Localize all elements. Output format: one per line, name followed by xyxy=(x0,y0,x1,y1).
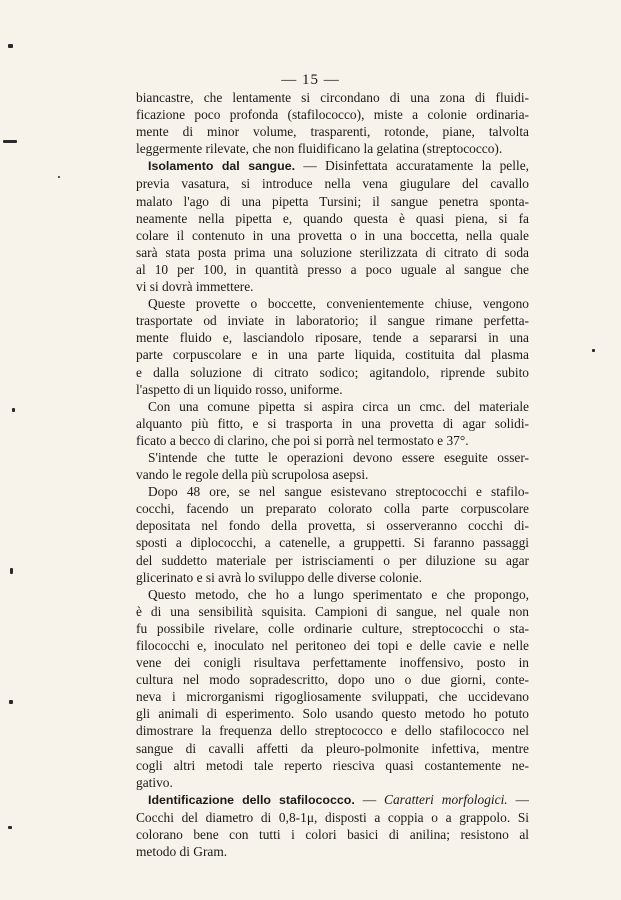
text-line: ficazione poco profonda (stafilococco), miste a colonie ordinaria- xyxy=(136,107,529,123)
text-line: è di una sensibilità squisita. Campioni di sangue, nel quale non xyxy=(136,603,529,619)
paragraph xyxy=(136,295,529,398)
paragraph xyxy=(136,89,529,157)
text-line: metodo di Gram. xyxy=(136,844,228,860)
text-line: al 10 per 100, in quantità presso a poco uguale al sangue che xyxy=(136,261,529,277)
text-line: Questo metodo, che ho a lungo sperimentato e che propongo, xyxy=(148,586,529,602)
scan-speck xyxy=(12,408,15,412)
text-line: biancastre, che lentamente si circondano di una zona di fluidi- xyxy=(136,90,529,105)
text-line: alquanto più fitto, e si trasporta in una provetta di agar solidi- xyxy=(136,415,529,431)
paragraph xyxy=(136,483,529,586)
scan-speck xyxy=(10,568,13,574)
text-line: glicerinato e si avrà lo sviluppo delle diverse colonie. xyxy=(136,569,422,585)
text-line: neamente nella pipetta e, quando questa è quasi piena, si fa xyxy=(136,210,529,226)
text-line: previa vasatura, si introduce nella vena giugulare del cavallo xyxy=(136,176,529,192)
text-line: colorano bene con tutti i colori basici di anilina; resistono al xyxy=(136,827,529,843)
text-line: colare il contenuto in una provetta o in una boccetta, nella quale xyxy=(136,227,529,243)
text-line: mente fluido e, lasciandolo riposare, tende a separarsi in una xyxy=(136,330,529,346)
scan-speck xyxy=(8,44,13,48)
text-line: Cocchi del diametro di 0,8-1μ, disposti a coppia o a grappolo. Si xyxy=(136,809,529,825)
subheading: Caratteri morfologici. xyxy=(384,791,508,807)
text-line: sposti a diplococchi, a catenelle, a gruppetti. Si faranno passaggi xyxy=(136,535,529,551)
scan-speck xyxy=(3,140,17,143)
text-line: Queste provette o boccette, convenientemente chiuse, vengono xyxy=(148,296,529,312)
section-heading: Identificazione dello stafilococco. xyxy=(148,792,355,807)
text-line: dimostrare la frequenza dello streptococco e dello stafilococco nel xyxy=(136,723,529,739)
text-line: vene dei conigli risultava perfettamente inoffensivo, posto in xyxy=(136,655,529,671)
text-line: fu possibile rivelare, colle ordinarie culture, streptococchi o sta- xyxy=(136,620,529,636)
section-heading: Isolamento dal sangue. xyxy=(148,159,296,174)
text-line: filococchi e, inoculato nel peritoneo dei topi e delle cavie e nelle xyxy=(136,638,529,653)
text-line: vando le regole della più scrupolosa asepsi. xyxy=(136,467,369,483)
text-line: e dalla soluzione di citrato sodico; agitandolo, riprende subito xyxy=(136,364,529,380)
text-line: cogli altri metodi tale reperto riesciva quasi costantemente ne- xyxy=(136,757,529,773)
text-line: cultura nel modo sopradescritto, dopo uno o due giorni, conte- xyxy=(136,672,529,688)
text-line: Dopo 48 ore, se nel sangue esistevano streptococchi e stafilo- xyxy=(148,484,529,500)
text-line: del suddetto materiale per istrisciamenti o per diluzione su agar xyxy=(136,552,529,568)
text-line: Con una comune pipetta si aspira circa un cmc. del materiale xyxy=(148,398,529,414)
scan-speck xyxy=(8,826,12,829)
text-line: gli animali di esperimento. Solo usando questo metodo ho potuto xyxy=(136,706,529,722)
paragraph xyxy=(136,398,529,449)
body-text xyxy=(136,89,529,860)
paragraph xyxy=(136,586,529,791)
text-line: neva i microrganismi rigogliosamente sviluppati, che uccidevano xyxy=(136,689,529,705)
paragraph xyxy=(136,791,529,860)
text-line: depositata nel fondo della provetta, si osserveranno cocchi di- xyxy=(136,518,529,534)
scan-speck xyxy=(58,176,60,178)
scan-speck xyxy=(9,700,13,704)
text-line: trasportate od inviate in laboratorio; il sangue rimane perfetta- xyxy=(136,313,529,329)
text-line: S'intende che tutte le operazioni devono essere eseguite osser- xyxy=(148,449,529,465)
paragraph xyxy=(136,157,529,295)
text-line: sarà stata posta prima una soluzione sterilizzata di citrato di soda xyxy=(136,244,529,260)
text-line: vi si dovrà immettere. xyxy=(136,279,254,295)
text-line: parte corpuscolare e in una parte liquida, costituita dal plasma xyxy=(136,347,529,363)
text-line: Isolamento dal sangue. — Disinfettata accuratamente la pelle, xyxy=(148,158,529,174)
text-line: l'aspetto di un liquido rosso, uniforme. xyxy=(136,381,343,397)
text-line: cocchi, facendo un preparato colorato colla parte corpuscolare xyxy=(136,501,529,517)
text-line: ficato a becco di clarino, che poi si porrà nel termostato e 37°. xyxy=(136,432,469,448)
text-line: leggermente rilevate, che non fluidificano la gelatina (streptococco). xyxy=(136,141,503,157)
text-line: gativo. xyxy=(136,774,173,790)
paragraph xyxy=(136,449,529,483)
scan-speck xyxy=(592,349,595,352)
text-line: sangue di cavalli affetti da pleuro-polmonite infettiva, mentre xyxy=(136,740,529,756)
page-number: — 15 — xyxy=(281,72,340,88)
text-line: malato l'ago di una pipetta Tursini; il sangue penetra sponta- xyxy=(136,193,529,209)
text-line: Identificazione dello stafilococco. — Caratteri morfologici. — xyxy=(148,791,529,807)
text-line: mente di minor volume, trasparenti, rotonde, piane, talvolta xyxy=(136,124,529,140)
